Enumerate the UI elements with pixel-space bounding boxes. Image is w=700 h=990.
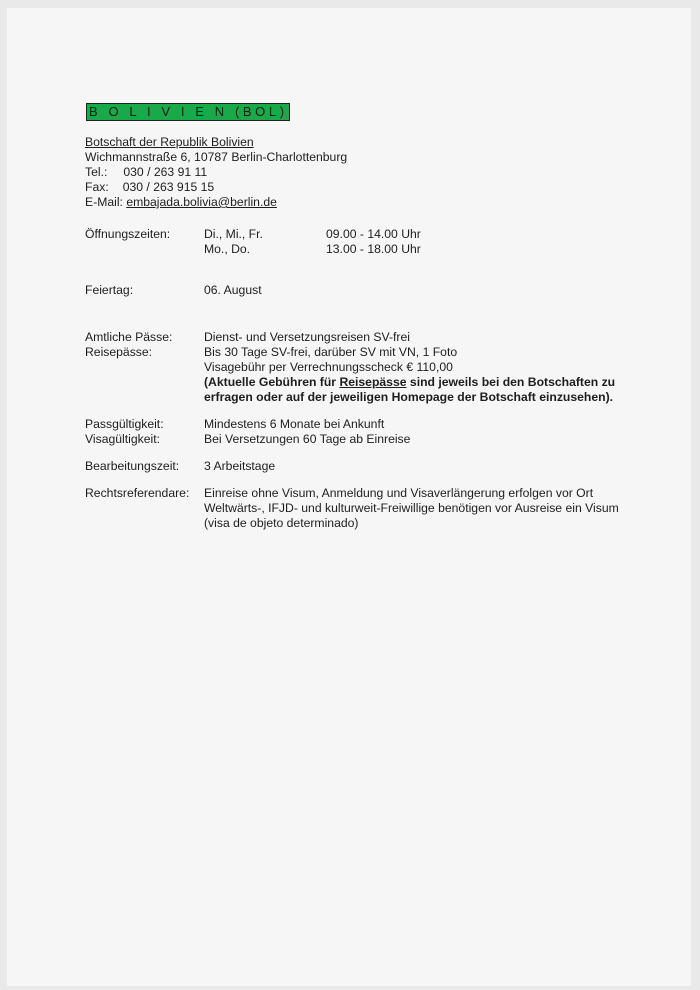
- time-2: 13.00 - 18.00 Uhr: [326, 242, 421, 256]
- visa-validity-label: Visagültigkeit:: [85, 432, 160, 446]
- country-heading: [85, 103, 625, 121]
- trainees-values: [204, 486, 619, 531]
- holiday-label: Feiertag:: [85, 283, 134, 297]
- email-line: [85, 195, 625, 210]
- days-2: Mo., Do.: [204, 242, 251, 256]
- visa-fee: Visagebühr per Verrechnungsscheck € 110,00: [204, 360, 453, 374]
- days-1: Di., Mi., Fr.: [204, 227, 263, 241]
- trainees: [85, 486, 625, 531]
- street-address: Wichmannstraße 6, 10787 Berlin-Charlottenburg: [85, 150, 348, 164]
- visa-validity-value: Bei Versetzungen 60 Tage ab Einreise: [204, 432, 411, 446]
- processing-value: 3 Arbeitstage: [204, 459, 276, 473]
- passport-labels: [85, 330, 204, 405]
- holiday: [85, 283, 625, 298]
- travel-passports-label: Reisepässe:: [85, 345, 153, 359]
- processing-time: [85, 459, 625, 474]
- passport-rules: [204, 330, 615, 405]
- tel-label: Tel.:: [85, 165, 108, 179]
- email-label: E-Mail:: [85, 195, 123, 209]
- trainees-label: Rechtsreferendare:: [85, 486, 190, 500]
- fee-notice-line-2: erfragen oder auf der jeweiligen Homepage der Botschaft einzusehen).: [204, 390, 614, 404]
- country-title: B O L I V I E N (BOL): [86, 103, 290, 121]
- official-passports-label: Amtliche Pässe:: [85, 330, 173, 344]
- document-content: [85, 103, 625, 531]
- time-1: 09.00 - 14.00 Uhr: [326, 227, 421, 241]
- validity: [85, 417, 625, 447]
- fee-notice-underlined: Reisepässe: [339, 375, 407, 389]
- fax-line: [85, 180, 625, 195]
- passport-rule-2: Bis 30 Tage SV-frei, darüber SV mit VN, 1 Foto: [204, 345, 458, 359]
- fax-value: 030 / 263 915 15: [122, 180, 215, 194]
- trainees-line-1: Einreise ohne Visum, Anmeldung und Visaverlängerung erfolgen vor Ort: [204, 486, 594, 500]
- fee-notice-text-b: sind jeweils bei den Botschaften zu: [406, 375, 616, 389]
- opening-hours: [85, 227, 625, 257]
- validity-values: [204, 417, 410, 447]
- embassy-name: Botschaft der Republik Bolivien: [85, 135, 254, 149]
- passport-rule-1: Dienst- und Versetzungsreisen SV-frei: [204, 330, 410, 344]
- trainees-line-3: (visa de objeto determinado): [204, 516, 359, 530]
- fee-notice-text-a: (Aktuelle Gebühren für: [204, 375, 340, 389]
- validity-labels: [85, 417, 204, 447]
- passport-validity-label: Passgültigkeit:: [85, 417, 164, 431]
- passports: [85, 330, 625, 405]
- fee-notice-line-1: [204, 375, 615, 390]
- passport-validity-value: Mindestens 6 Monate bei Ankunft: [204, 417, 385, 431]
- email-link[interactable]: embajada.bolivia@berlin.de: [126, 195, 277, 209]
- opening-hours-label: Öffnungszeiten:: [85, 227, 171, 241]
- tel-value: 030 / 263 91 11: [123, 165, 208, 179]
- fax-label: Fax:: [85, 180, 109, 194]
- opening-days: [204, 227, 326, 257]
- telephone-line: [85, 165, 625, 180]
- holiday-value: 06. August: [204, 283, 262, 297]
- trainees-line-2: Weltwärts-, IFJD- und kulturweit-Freiwillige benötigen vor Ausreise ein Visum: [204, 501, 619, 515]
- processing-label: Bearbeitungszeit:: [85, 459, 180, 473]
- embassy-address: [85, 135, 625, 210]
- opening-times: [326, 227, 421, 257]
